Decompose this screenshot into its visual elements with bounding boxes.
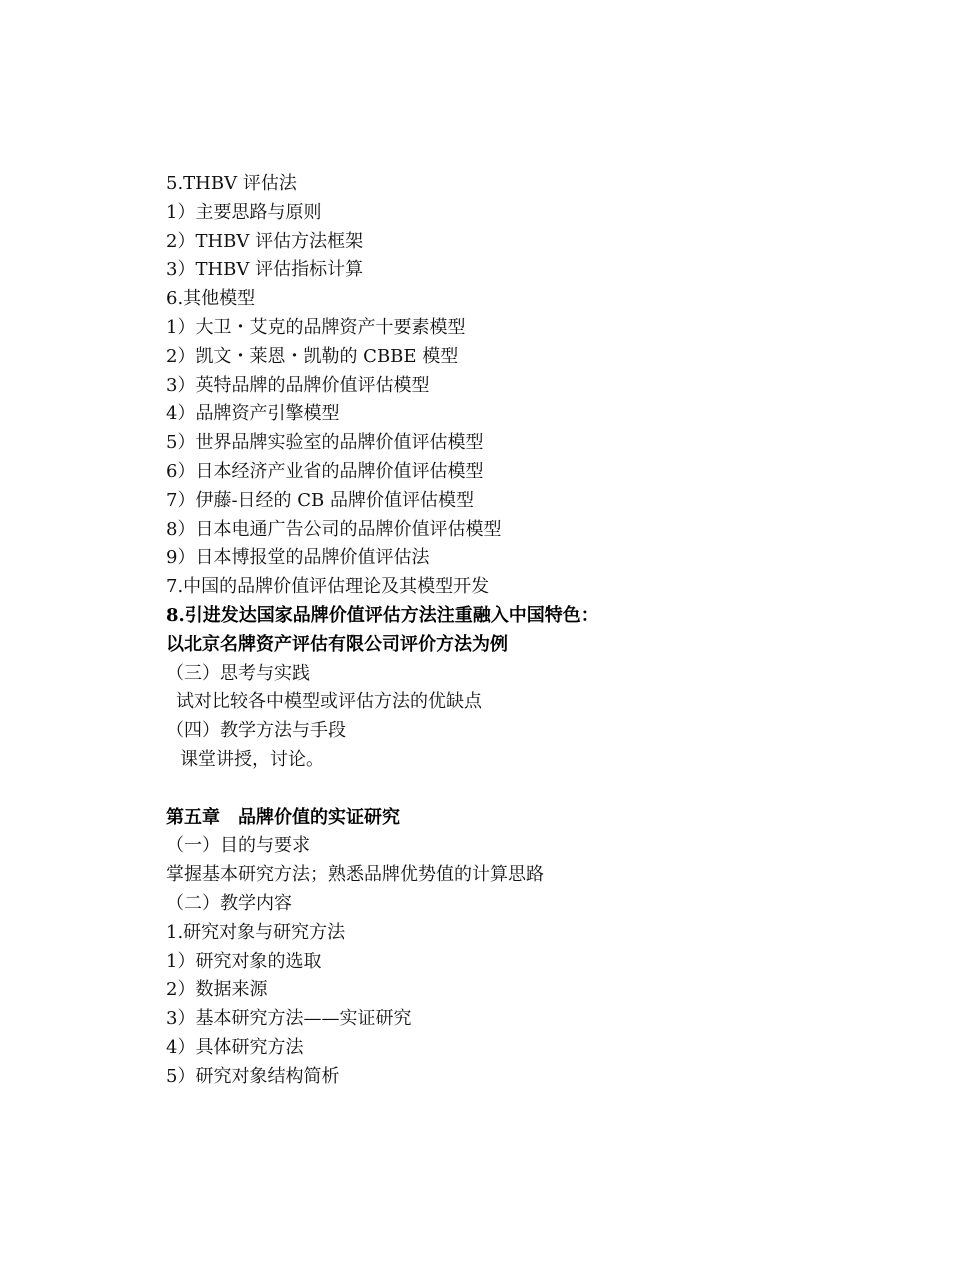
document-content (166, 170, 866, 1092)
text-line: 1）主要思路与原则 (166, 201, 322, 223)
text-line: 2）凯文・莱恩・凯勒的 CBBE 模型 (166, 345, 459, 367)
text-line: 1）大卫・艾克的品牌资产十要素模型 (166, 316, 466, 338)
text-line: 4）品牌资产引擎模型 (166, 403, 340, 425)
text-line: 6）日本经济产业省的品牌价值评估模型 (166, 460, 484, 482)
blank-line (166, 775, 866, 804)
text-line: 6.其他模型 (166, 288, 256, 310)
text-line: 3）基本研究方法——实证研究 (166, 1008, 412, 1030)
section-text: 课堂讲授，讨论。 (180, 748, 324, 770)
section-text: 试对比较各中模型或评估方法的优缺点 (176, 691, 482, 713)
text-line: 8）日本电通广告公司的品牌价值评估模型 (166, 518, 502, 540)
text-line: 4）具体研究方法 (166, 1036, 304, 1058)
text-line: 5）世界品牌实验室的品牌价值评估模型 (166, 432, 484, 454)
chapter-title: 第五章 品牌价值的实证研究 (166, 806, 400, 828)
section-title: （二）教学内容 (166, 892, 292, 914)
section-text: 掌握基本研究方法；熟悉品牌优势值的计算思路 (166, 864, 544, 886)
bold-heading-line: 8.引进发达国家品牌价值评估方法注重融入中国特色： (166, 604, 599, 626)
section-title: （一）目的与要求 (166, 835, 310, 857)
text-line: 3）英特品牌的品牌价值评估模型 (166, 374, 430, 396)
text-line: 1）研究对象的选取 (166, 950, 322, 972)
text-line: 9）日本博报堂的品牌价值评估法 (166, 547, 430, 569)
text-line: 3）THBV 评估指标计算 (166, 259, 364, 281)
text-line: 2）数据来源 (166, 979, 268, 1001)
section-title: （四）教学方法与手段 (166, 720, 346, 742)
text-line: 1.研究对象与研究方法 (166, 921, 346, 943)
text-line: 5）研究对象结构简析 (166, 1065, 340, 1087)
bold-heading-line: 以北京名牌资产评估有限公司评价方法为例 (166, 633, 508, 655)
text-line: 5.THBV 评估法 (166, 173, 297, 194)
text-line: 7）伊藤-日经的 CB 品牌价值评估模型 (166, 489, 474, 511)
text-line: 7.中国的品牌价值评估理论及其模型开发 (166, 576, 490, 598)
text-line: 2）THBV 评估方法框架 (166, 230, 364, 252)
section-title: （三）思考与实践 (166, 662, 310, 684)
